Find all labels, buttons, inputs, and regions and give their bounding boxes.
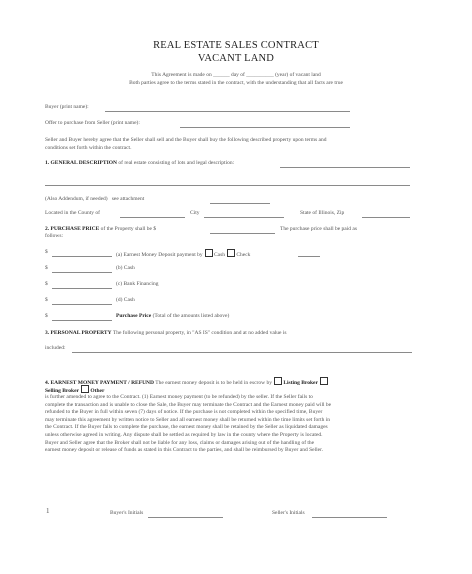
selling-broker-label: Selling Broker — [45, 388, 79, 394]
section-4-text: The earnest money deposit is to be held in escrow by — [155, 380, 272, 386]
section-3-label: 3. PERSONAL PROPERTY — [45, 330, 112, 336]
section-2-heading — [45, 226, 156, 233]
total-row — [116, 313, 229, 320]
included-label: included: — [45, 345, 66, 351]
section-2-tail: The purchase price shall be paid as — [280, 226, 357, 232]
paragraph-line: Buyer and Seller agree that the Broker shall not be liable for any loss, claims or damages arising out of the handling of the — [45, 439, 315, 446]
addendum-field[interactable] — [210, 203, 270, 204]
buyer-field[interactable] — [105, 111, 350, 112]
paragraph-line: earnest money deposit or release of funds as stated in this Contract to the parties, and shall be reimbursed by Buyer and Seller. — [45, 447, 323, 454]
paragraph-line: the Contract. If the Buyer fails to complete the purchase, the earnest money shall be retained by the Seller as liquidated damages — [45, 424, 328, 431]
purchase-price-field[interactable] — [210, 233, 275, 234]
section-3-heading — [45, 330, 287, 337]
addendum-line — [45, 196, 144, 203]
cash-checkbox[interactable] — [205, 249, 213, 257]
document-title: REAL ESTATE SALES CONTRACT — [153, 40, 319, 51]
amount-a-dollar: $ — [45, 249, 48, 255]
amount-c-dollar: $ — [45, 281, 48, 287]
amount-d-field[interactable] — [52, 304, 112, 305]
other-label: Other — [90, 388, 105, 394]
section-1-text: of real estate consisting of lots and legal description: — [118, 160, 235, 166]
check-option-label: Check — [236, 252, 251, 258]
amount-d-dollar: $ — [45, 297, 48, 303]
section-1-heading — [45, 160, 234, 167]
earnest-money-paragraph — [45, 394, 423, 455]
paragraph-line: complete the transaction and is unable to close the Sale, the Buyer may terminate the Contract and the Earnest money paid will be — [45, 401, 332, 408]
addendum-label: (Also Addendum, if needed) — [45, 196, 108, 202]
listing-broker-label: Listing Broker — [283, 380, 318, 386]
amount-c-field[interactable] — [52, 288, 112, 289]
paragraph-line: is further amended to agree to the Contract. (1) Earnest money payment (to be refunded) by the seller. If the Seller fails to — [45, 394, 313, 400]
section-1-label: 1. GENERAL DESCRIPTION — [45, 160, 117, 166]
zip-field[interactable] — [362, 217, 410, 218]
county-label: Located in the County of — [45, 210, 100, 216]
amount-a-extra-field[interactable] — [298, 256, 320, 257]
document-subtitle: VACANT LAND — [197, 53, 275, 64]
amount-b-field[interactable] — [52, 272, 112, 273]
seller-initials-label: Seller's Initials — [272, 510, 305, 516]
buyer-label: Buyer (print name): — [45, 104, 89, 110]
paragraph-line: unless otherwise agreed in writing. Any dispute shall be settled as required by law in the county where the Property is located. — [45, 431, 323, 438]
section-3-text: The following personal property, in "AS IS" condition and at no added value is — [112, 330, 287, 336]
legal-description-line[interactable] — [45, 185, 410, 186]
page-number: 1 — [46, 507, 50, 515]
total-field[interactable] — [52, 320, 112, 321]
intro-line-2: Both parties agree to the terms stated in the contract, with the understanding that all facts are true — [129, 80, 343, 86]
amount-a-text: (a) Earnest Money Deposit payment by — [116, 252, 203, 258]
preamble-line-1: Seller and Buyer hereby agree that the Seller shall sell and the Buyer shall buy the following described property upon terms and — [45, 137, 327, 143]
amount-c-text: (c) Bank Financing — [116, 281, 159, 287]
county-field[interactable] — [120, 217, 185, 218]
paragraph-line: may terminate this agreement by written notice to Seller and all earnest money shall be returned within the time limits set forth in — [45, 416, 331, 423]
amount-b-text: (b) Cash — [116, 265, 135, 271]
buyer-initials-field[interactable] — [148, 517, 223, 518]
paid-as-text: follows: — [45, 233, 64, 239]
section-2-label: 2. PURCHASE PRICE — [45, 226, 100, 232]
city-field[interactable] — [204, 217, 284, 218]
listing-broker-checkbox[interactable] — [274, 377, 282, 385]
addendum-text: see attachment — [111, 196, 145, 202]
section-2-text: of the Property shall be $ — [100, 226, 157, 232]
amount-b-dollar: $ — [45, 265, 48, 271]
amount-a-field[interactable] — [52, 256, 112, 257]
city-label: City — [190, 210, 200, 216]
other-checkbox[interactable] — [81, 385, 89, 393]
cash-option-label: Cash — [213, 252, 225, 258]
preamble-line-2: conditions set forth within the contract. — [45, 145, 132, 151]
other-party-checkbox[interactable] — [320, 377, 328, 385]
state-label: State of Illinois, Zip — [300, 210, 345, 216]
intro-line-1: This Agreement is made on ______ day of __________ (year) of vacant land — [151, 72, 321, 78]
section-4-label: 4. EARNEST MONEY PAYMENT / REFUND — [45, 380, 154, 386]
legal-description-field[interactable] — [280, 167, 410, 168]
check-checkbox[interactable] — [227, 249, 235, 257]
total-label: Purchase Price — [116, 313, 152, 319]
total-note: (Total of the amounts listed above) — [152, 313, 230, 319]
offer-label: Offer to purchase from Seller (print name): — [45, 120, 140, 126]
included-field[interactable] — [72, 352, 412, 353]
buyer-initials-label: Buyer's Initials — [110, 510, 144, 516]
paragraph-line: refunded to the Buyer in full within seven (7) days of notice. If the purchase is not completed within the specified time, Buyer — [45, 409, 323, 416]
amount-a-row — [116, 249, 250, 259]
seller-initials-field[interactable] — [312, 517, 387, 518]
total-dollar: $ — [45, 313, 48, 319]
amount-d-text: (d) Cash — [116, 297, 135, 303]
seller-name-field[interactable] — [180, 127, 350, 128]
